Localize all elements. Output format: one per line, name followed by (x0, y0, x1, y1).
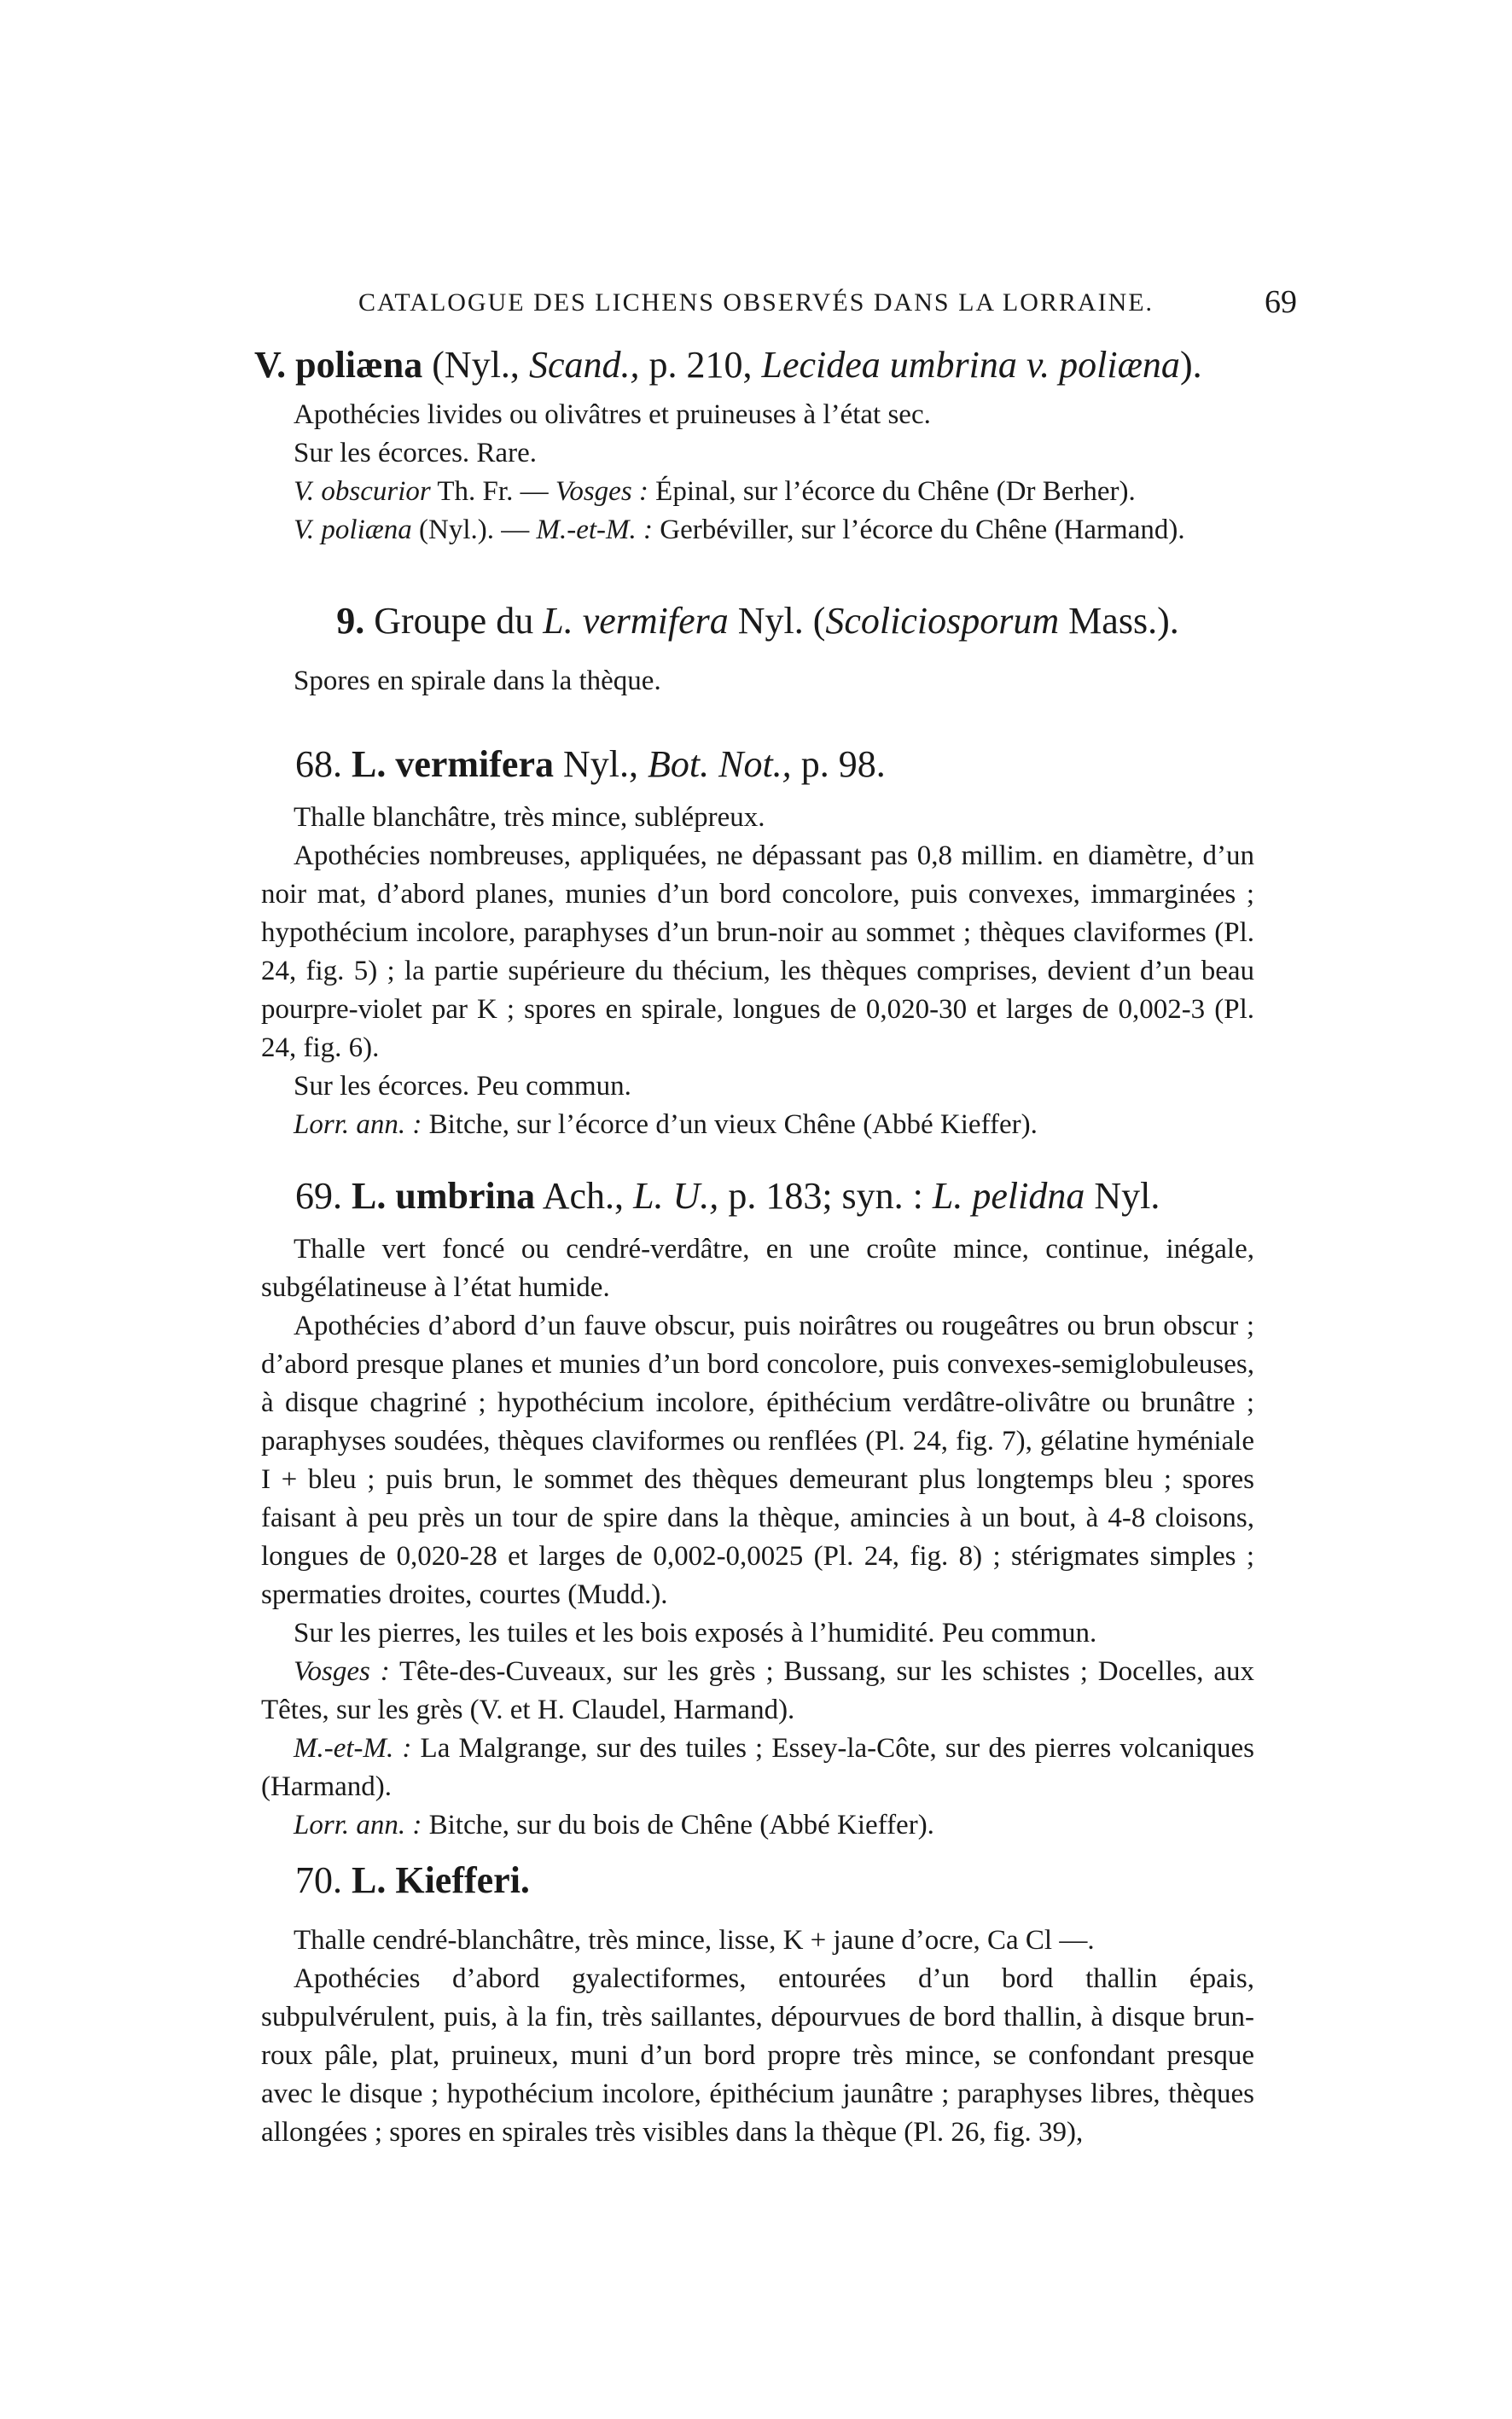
paragraph: Apothécies d’abord d’un fauve obscur, puis noirâtres ou rougeâtres ou brun obscur ; d’abord presque planes et munies d’un bord concolore, puis convexes-semiglobuleuses, à disque chagriné ; hypothécium incolore, épithécium verdâtre-olivâtre ou brunâtre ; paraphyses soudées, thèques claviformes ou renflées (Pl. 24, fig. 7), gélatine hyméniale I + bleu ; puis brun, le sommet des thèques demeurant plus longtemps bleu ; spores faisant à peu près un tour de spire dans la thèque, amincies à un bout, à 4-8 cloisons, longues de 0,020-28 et larges de 0,002-0,0025 (Pl. 24, fig. 8) ; stérigmates simples ; spermaties droites, courtes (Mudd.). (261, 1311, 1254, 1610)
paragraph: Thalle cendré-blanchâtre, très mince, lisse, K + jaune d’ocre, Ca Cl —. (294, 1925, 1095, 1956)
group-heading: 9. Groupe du L. vermifera Nyl. (Scoliciosporum Mass.). (336, 600, 1179, 642)
paragraph: V. poliæna (Nyl.). — M.-et-M. : Gerbéviller, sur l’écorce du Chêne (Harmand). (294, 515, 1185, 545)
running-title: CATALOGUE DES LICHENS OBSERVÉS DANS LA LORRAINE. (358, 288, 1154, 317)
paragraph: M.-et-M. : La Malgrange, sur des tuiles ; Essey-la-Côte, sur des pierres volcaniques (Harmand). (261, 1733, 1254, 1802)
paragraph: Spores en spirale dans la thèque. (294, 666, 661, 696)
paragraph: Thalle vert foncé ou cendré-verdâtre, en une croûte mince, continue, inégale, subgélatineuse à l’état humide. (261, 1234, 1254, 1303)
paragraph: Lorr. ann. : Bitche, sur l’écorce d’un vieux Chêne (Abbé Kieffer). (294, 1109, 1038, 1140)
paragraph: V. obscurior Th. Fr. — Vosges : Épinal, sur l’écorce du Chêne (Dr Berher). (294, 476, 1136, 507)
page-number: 69 (1265, 284, 1297, 320)
paragraph: Sur les écorces. Rare. (294, 438, 537, 468)
variety-poliaena-section (254, 341, 1254, 550)
paragraph: Sur les pierres, les tuiles et les bois exposés à l’humidité. Peu commun. (294, 1618, 1097, 1649)
species-69-section (261, 1172, 1254, 1845)
species-68-section (261, 741, 1254, 1144)
paragraph: Apothécies livides ou olivâtres et pruineuses à l’état sec. (294, 399, 931, 430)
species-heading: 69. L. umbrina Ach., L. U., p. 183; syn. : L. pelidna Nyl. (295, 1175, 1160, 1217)
species-70-section (261, 1857, 1254, 2152)
species-heading: 70. L. Kiefferi. (295, 1859, 530, 1901)
paragraph: Thalle blanchâtre, très mince, sublépreux. (294, 802, 765, 833)
paragraph: Vosges : Tête-des-Cuveaux, sur les grès ; Bussang, sur les schistes ; Docelles, aux Têtes, sur les grès (V. et H. Claudel, Harmand). (261, 1656, 1254, 1725)
paragraph: Lorr. ann. : Bitche, sur du bois de Chêne (Abbé Kieffer). (294, 1810, 934, 1840)
paragraph: Apothécies d’abord gyalectiformes, entourées d’un bord thallin épais, subpulvérulent, puis, à la fin, très saillantes, dépourvues de bord thallin, à disque brun-roux pâle, plat, pruineux, muni d’un bord propre très mince, se confondant presque avec le disque ; hypothécium incolore, épithécium jaunâtre ; paraphyses libres, thèques allongées ; spores en spirales très visibles dans la thèque (Pl. 26, fig. 39), (261, 1963, 1254, 2148)
running-head (358, 284, 1297, 320)
group-9-section (261, 597, 1254, 701)
paragraph: Sur les écorces. Peu commun. (294, 1071, 631, 1102)
paragraph: Apothécies nombreuses, appliquées, ne dépassant pas 0,8 millim. en diamètre, d’un noir mat, d’abord planes, munies d’un bord concolore, puis convexes, immarginées ; hypothécium incolore, paraphyses d’un brun-noir au sommet ; thèques claviformes (Pl. 24, fig. 5) ; la partie supérieure du thécium, les thèques comprises, devient d’un beau pourpre-violet par K ; spores en spirale, longues de 0,020-30 et larges de 0,002-3 (Pl. 24, fig. 6). (261, 840, 1254, 1063)
species-heading: 68. L. vermifera Nyl., Bot. Not., p. 98. (295, 743, 886, 785)
variety-heading: V. poliæna (Nyl., Scand., p. 210, Lecidea umbrina v. poliæna). (254, 344, 1202, 386)
